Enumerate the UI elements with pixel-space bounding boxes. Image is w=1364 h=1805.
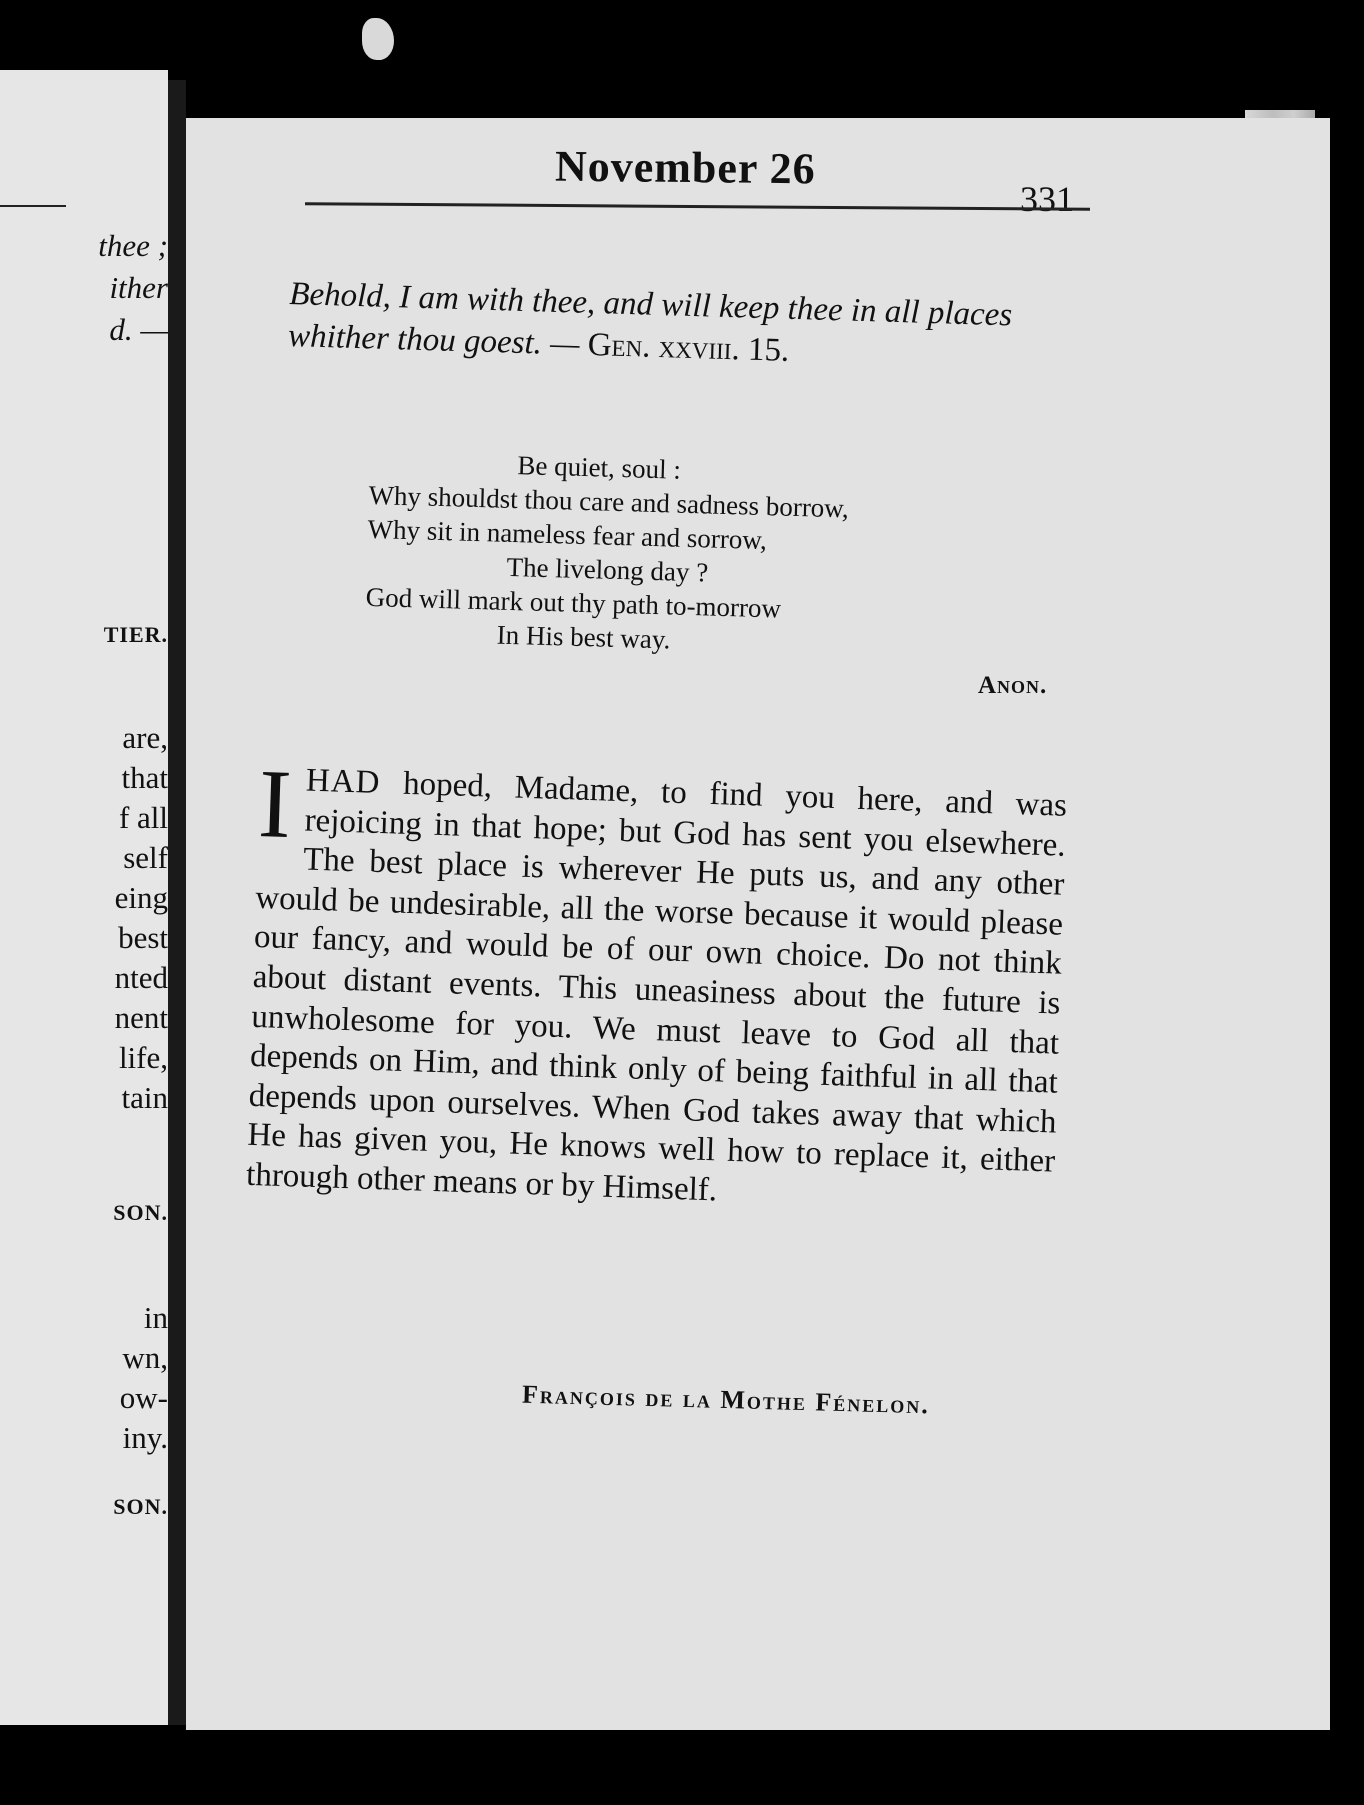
left-page-fragment: d. — <box>109 312 168 347</box>
prose-lead: HAD <box>305 762 382 801</box>
left-page-fragment: SON. <box>113 1494 168 1519</box>
left-page-fragment: nent <box>114 1000 168 1035</box>
left-page-fragment: eing <box>114 880 168 915</box>
left-page-fragment: self <box>123 840 168 875</box>
poem-line: Why sit in nameless fear and sorrow, <box>367 513 768 556</box>
left-page-fragment: nted <box>114 960 168 995</box>
poem-line: God will mark out thy path to-morrow <box>365 581 782 624</box>
left-page-fragment: ow- <box>119 1380 168 1415</box>
left-page-fragment: thee ; <box>98 228 168 263</box>
poem-line: The livelong day ? <box>506 551 709 588</box>
epigraph-text: Behold, I am with thee, and will keep thee in all places whither thou goest. — <box>287 275 1013 363</box>
poem-line: In His best way. <box>496 619 671 655</box>
page-tab <box>362 18 394 60</box>
left-page-fragment: are, <box>122 720 168 755</box>
page-title: November 26 <box>554 141 816 194</box>
book-spine <box>168 80 186 1725</box>
left-page-fragment: in <box>143 1300 168 1335</box>
poem-line: Be quiet, soul : <box>517 450 682 485</box>
left-page-fragment: tain <box>121 1080 168 1115</box>
left-page-fragment: iny. <box>122 1420 168 1455</box>
left-page-fragment: life, <box>118 1040 168 1075</box>
prose-passage <box>245 750 1068 1222</box>
epigraph-reference: Gen. xxviii. 15. <box>587 326 790 369</box>
left-page-fragment: wn, <box>122 1340 168 1375</box>
prose-text: hoped, Madame, to find you here, and was rejoicing in that hope; but God has sent you elsewhere. The best place is wherever He puts us, and any other would be undesirable, all the worse because it would please our fancy, and would be of our own choice. Do not think about distant events. This uneasiness about the future is unwholesome for you. We must leave to God all that depends on Him, and think only of being faithful in all that depends upon ourselves. When God takes away that which He has given you, He knows well how to replace it, either through other means or by Himself. <box>245 765 1068 1209</box>
left-page-fragment: ither <box>109 270 168 305</box>
poem-line: Why shouldst thou care and sadness borrow, <box>368 479 850 524</box>
left-page-fragment: that <box>121 760 168 795</box>
poem <box>364 444 1009 666</box>
left-page <box>0 70 168 1725</box>
page-number: 331 <box>1020 179 1074 219</box>
left-page-rule <box>0 205 66 207</box>
left-page-fragment: best <box>118 920 168 955</box>
left-page-fragment: TIER. <box>103 622 168 647</box>
left-page-fragment: SON. <box>113 1200 168 1225</box>
left-page-fragment: f all <box>118 800 168 835</box>
poem-attribution: Anon. <box>978 672 1048 699</box>
drop-cap: I <box>256 750 293 860</box>
prose-attribution: François de la Mothe Fénelon. <box>521 1379 931 1420</box>
